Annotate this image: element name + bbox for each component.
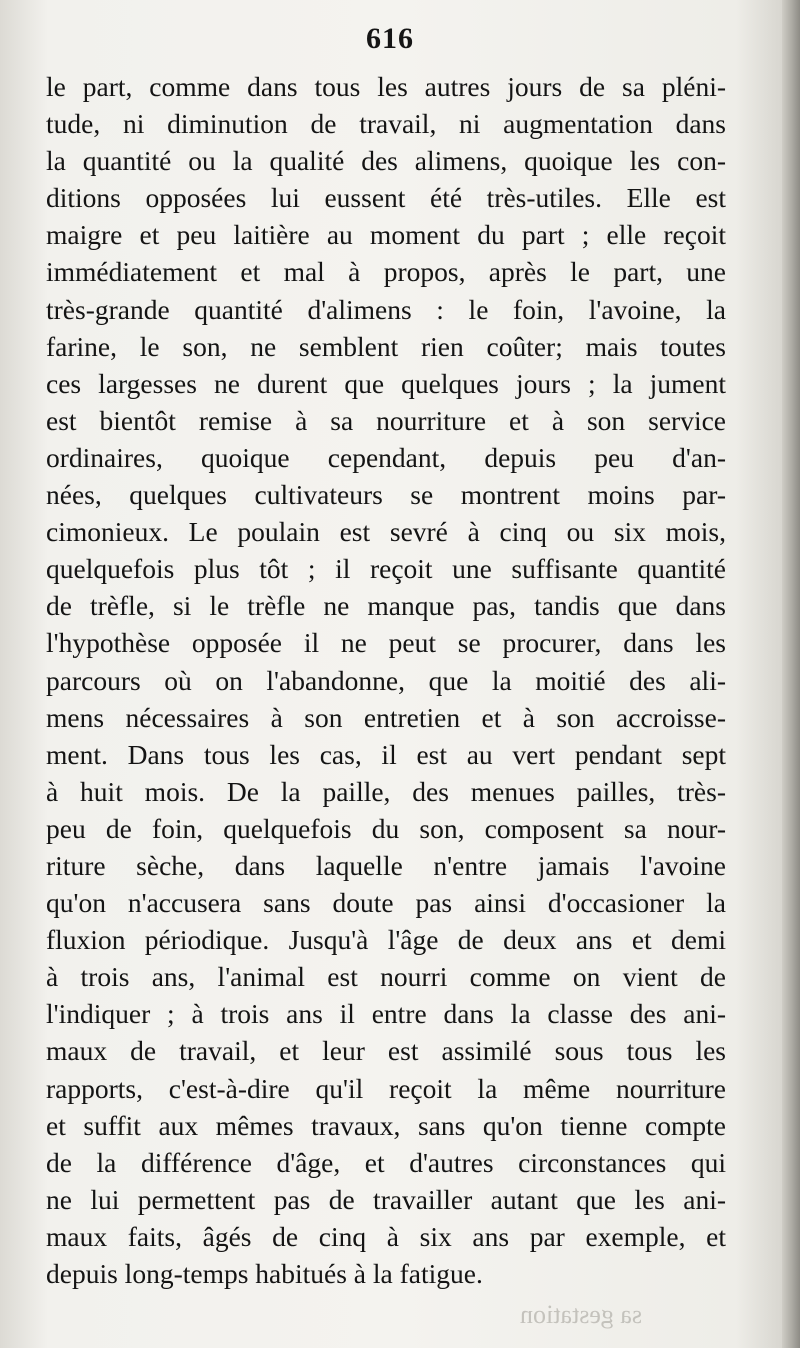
text-line: est bientôt remise à sa nourriture et à son service xyxy=(46,404,726,436)
text-line: ditions opposées lui eussent été très-utiles. Elle est xyxy=(46,182,726,214)
text-line: de la différence d'âge, et d'autres circonstances qui xyxy=(46,1146,726,1178)
text-line: peu de foin, quelquefois du son, composent sa nour- xyxy=(46,812,726,844)
text-line: fluxion périodique. Jusqu'à l'âge de deux ans et demi xyxy=(46,924,726,956)
text-line: rapports, c'est-à-dire qu'il reçoit la même nourriture xyxy=(46,1072,726,1104)
text-line: l'indiquer ; à trois ans il entre dans la classe des ani- xyxy=(46,998,726,1030)
body-text xyxy=(46,68,726,1292)
bleed-through-text: sa gestation xyxy=(520,1300,643,1329)
text-line: mens nécessaires à son entretien et à son accroisse- xyxy=(46,701,726,733)
text-line: qu'on n'accusera sans doute pas ainsi d'occasioner la xyxy=(46,887,726,919)
text-line: ment. Dans tous les cas, il est au vert pendant sept xyxy=(46,738,726,770)
text-line: tude, ni diminution de travail, ni augmentation dans xyxy=(46,108,726,140)
text-line: l'hypothèse opposée il ne peut se procurer, dans les xyxy=(46,627,726,659)
text-line: de trèfle, si le trèfle ne manque pas, tandis que dans xyxy=(46,590,726,622)
text-line: ne lui permettent pas de travailler autant que les ani- xyxy=(46,1183,726,1215)
text-line: le part, comme dans tous les autres jours de sa pléni- xyxy=(46,71,726,102)
text-line: immédiatement et mal à propos, après le part, une xyxy=(46,256,726,288)
text-line: maux faits, âgés de cinq à six ans par exemple, et xyxy=(46,1220,726,1252)
text-line: nées, quelques cultivateurs se montrent moins par- xyxy=(46,479,726,511)
text-line: ordinaires, quoique cependant, depuis peu d'an- xyxy=(46,441,726,473)
text-line: à huit mois. De la paille, des menues pailles, très- xyxy=(46,775,726,807)
text-line: ces largesses ne durent que quelques jours ; la jument xyxy=(46,367,726,399)
book-spine xyxy=(782,0,800,1348)
text-line: très-grande quantité d'alimens : le foin, l'avoine, la xyxy=(46,293,726,325)
text-line: farine, le son, ne semblent rien coûter; mais toutes xyxy=(46,330,726,362)
text-line: maigre et peu laitière au moment du part ; elle reçoit xyxy=(46,219,726,251)
text-line: quelquefois plus tôt ; il reçoit une suffisante quantité xyxy=(46,553,726,585)
text-line: depuis long-temps habitués à la fatigue. xyxy=(46,1258,483,1289)
text-line: à trois ans, l'animal est nourri comme on vient de xyxy=(46,961,726,993)
text-line: la quantité ou la qualité des alimens, quoique les con- xyxy=(46,145,726,177)
page-number: 616 xyxy=(366,22,414,55)
text-line: et suffit aux mêmes travaux, sans qu'on tienne compte xyxy=(46,1109,726,1141)
text-line: maux de travail, et leur est assimilé sous tous les xyxy=(46,1035,726,1067)
text-line: parcours où on l'abandonne, que la moitié des ali- xyxy=(46,664,726,696)
text-line: riture sèche, dans laquelle n'entre jamais l'avoine xyxy=(46,849,726,881)
text-line: cimonieux. Le poulain est sevré à cinq ou six mois, xyxy=(46,516,726,548)
